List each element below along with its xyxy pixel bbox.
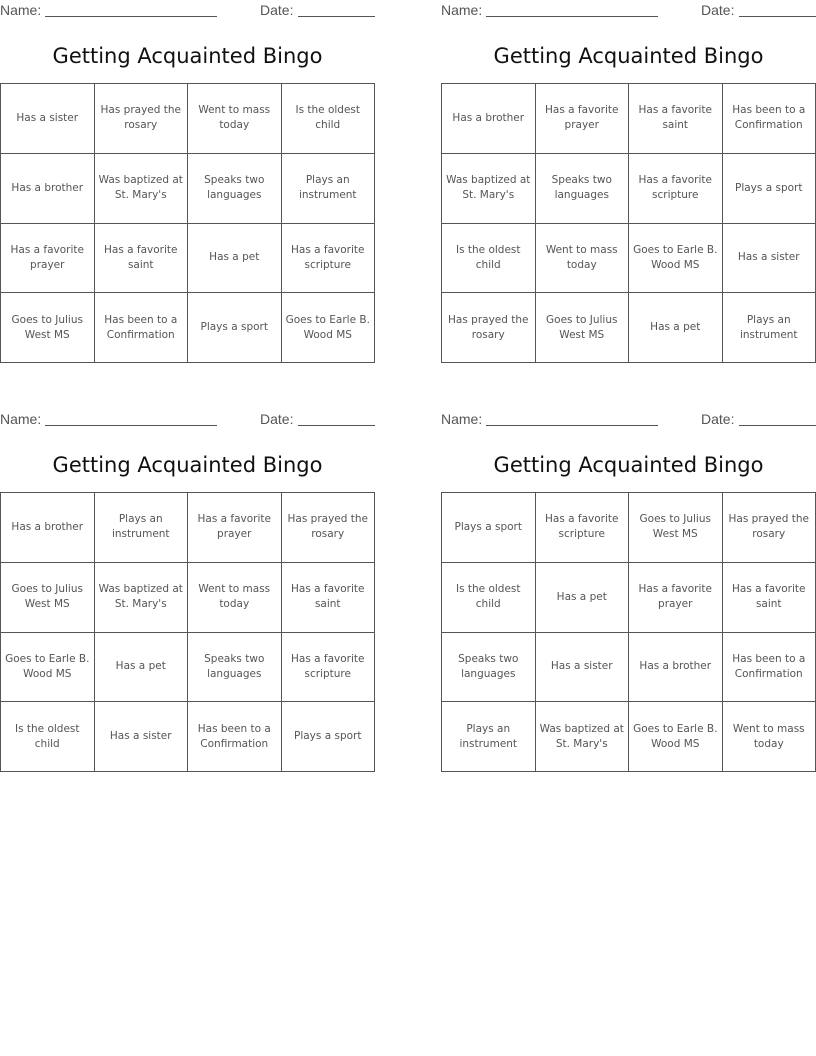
bingo-cell[interactable]: Has a pet: [188, 224, 282, 294]
bingo-cell[interactable]: Has a brother: [1, 493, 95, 563]
bingo-cell[interactable]: Went to mass today: [188, 563, 282, 633]
bingo-cell[interactable]: Was baptized at St. Mary's: [536, 702, 630, 772]
bingo-cell[interactable]: Plays an instrument: [723, 293, 816, 363]
date-blank-line[interactable]: [298, 16, 375, 17]
name-label: Name:: [441, 2, 483, 18]
bingo-cell[interactable]: Has a pet: [629, 293, 723, 363]
bingo-cell[interactable]: Goes to Earle B. Wood MS: [629, 224, 723, 294]
bingo-cell[interactable]: Has a pet: [536, 563, 630, 633]
date-blank-line[interactable]: [739, 16, 816, 17]
bingo-cell[interactable]: Has prayed the rosary: [442, 293, 536, 363]
bingo-cell[interactable]: Has a brother: [629, 633, 723, 703]
name-label: Name:: [441, 411, 483, 427]
bingo-cell[interactable]: Was baptized at St. Mary's: [95, 154, 189, 224]
name-blank-line[interactable]: [45, 425, 217, 426]
date-blank-line[interactable]: [298, 425, 375, 426]
bingo-cell[interactable]: Has a favorite prayer: [629, 563, 723, 633]
bingo-cell[interactable]: Has a favorite prayer: [536, 84, 630, 154]
bingo-cell[interactable]: Was baptized at St. Mary's: [95, 563, 189, 633]
bingo-cell[interactable]: Has been to a Confirmation: [188, 702, 282, 772]
bingo-cell[interactable]: Has prayed the rosary: [95, 84, 189, 154]
bingo-cell[interactable]: Speaks two languages: [188, 154, 282, 224]
bingo-cell[interactable]: Plays an instrument: [282, 154, 376, 224]
bingo-grid: [0, 83, 375, 363]
name-blank-line[interactable]: [486, 16, 658, 17]
bingo-card-3: [0, 409, 375, 750]
bingo-cell[interactable]: Has a favorite scripture: [282, 224, 376, 294]
bingo-cell[interactable]: Has a favorite scripture: [536, 493, 630, 563]
bingo-cell[interactable]: Has a sister: [723, 224, 816, 294]
bingo-cell[interactable]: Has a favorite saint: [95, 224, 189, 294]
bingo-cell[interactable]: Goes to Julius West MS: [1, 293, 95, 363]
bingo-cell[interactable]: Has a favorite saint: [723, 563, 816, 633]
bingo-card-2: [441, 0, 816, 341]
bingo-cell[interactable]: Has a favorite prayer: [188, 493, 282, 563]
bingo-cell[interactable]: Goes to Julius West MS: [1, 563, 95, 633]
name-blank-line[interactable]: [45, 16, 217, 17]
bingo-cell[interactable]: Has a pet: [95, 633, 189, 703]
bingo-cell[interactable]: Has been to a Confirmation: [723, 84, 816, 154]
bingo-cell[interactable]: Is the oldest child: [1, 702, 95, 772]
bingo-grid: [441, 492, 816, 772]
name-date-row: [441, 409, 816, 429]
bingo-cell[interactable]: Has a sister: [95, 702, 189, 772]
bingo-cell[interactable]: Has prayed the rosary: [723, 493, 816, 563]
bingo-cell[interactable]: Has a sister: [536, 633, 630, 703]
name-blank-line[interactable]: [486, 425, 658, 426]
date-blank-line[interactable]: [739, 425, 816, 426]
bingo-cell[interactable]: Is the oldest child: [442, 563, 536, 633]
bingo-cell[interactable]: Plays a sport: [188, 293, 282, 363]
bingo-card-1: [0, 0, 375, 341]
card-title: Getting Acquainted Bingo: [52, 453, 323, 477]
bingo-cell[interactable]: Is the oldest child: [442, 224, 536, 294]
bingo-cell[interactable]: Has a favorite prayer: [1, 224, 95, 294]
bingo-grid: [0, 492, 375, 772]
bingo-cell[interactable]: Speaks two languages: [536, 154, 630, 224]
bingo-cell[interactable]: Has a brother: [442, 84, 536, 154]
bingo-cell[interactable]: Went to mass today: [536, 224, 630, 294]
name-date-row: [0, 0, 375, 20]
bingo-cell[interactable]: Plays a sport: [723, 154, 816, 224]
name-label: Name:: [0, 2, 42, 18]
bingo-cell[interactable]: Goes to Julius West MS: [629, 493, 723, 563]
bingo-cell[interactable]: Has a favorite saint: [629, 84, 723, 154]
bingo-cell[interactable]: Speaks two languages: [442, 633, 536, 703]
bingo-cell[interactable]: Plays an instrument: [442, 702, 536, 772]
bingo-cell[interactable]: Has a favorite scripture: [282, 633, 376, 703]
name-date-row: [0, 409, 375, 429]
bingo-cell[interactable]: Went to mass today: [723, 702, 816, 772]
bingo-cell[interactable]: Goes to Earle B. Wood MS: [282, 293, 376, 363]
bingo-cell[interactable]: Plays a sport: [282, 702, 376, 772]
bingo-cell[interactable]: Plays a sport: [442, 493, 536, 563]
bingo-cell[interactable]: Speaks two languages: [188, 633, 282, 703]
date-label: Date:: [260, 2, 294, 18]
card-title: Getting Acquainted Bingo: [493, 453, 764, 477]
name-date-row: [441, 0, 816, 20]
bingo-cell[interactable]: Has a sister: [1, 84, 95, 154]
bingo-cell[interactable]: Has a brother: [1, 154, 95, 224]
bingo-grid: [441, 83, 816, 363]
bingo-cell[interactable]: Has been to a Confirmation: [95, 293, 189, 363]
date-label: Date:: [701, 411, 735, 427]
bingo-cell[interactable]: Plays an instrument: [95, 493, 189, 563]
bingo-cell[interactable]: Is the oldest child: [282, 84, 376, 154]
bingo-cell[interactable]: Goes to Earle B. Wood MS: [629, 702, 723, 772]
bingo-cell[interactable]: Has a favorite saint: [282, 563, 376, 633]
bingo-cell[interactable]: Goes to Julius West MS: [536, 293, 630, 363]
bingo-cell[interactable]: Has prayed the rosary: [282, 493, 376, 563]
bingo-cell[interactable]: Has been to a Confirmation: [723, 633, 816, 703]
bingo-card-4: [441, 409, 816, 750]
bingo-cell[interactable]: Goes to Earle B. Wood MS: [1, 633, 95, 703]
date-label: Date:: [701, 2, 735, 18]
date-label: Date:: [260, 411, 294, 427]
card-title: Getting Acquainted Bingo: [493, 44, 764, 68]
bingo-cell[interactable]: Has a favorite scripture: [629, 154, 723, 224]
bingo-cell[interactable]: Went to mass today: [188, 84, 282, 154]
card-title: Getting Acquainted Bingo: [52, 44, 323, 68]
bingo-cell[interactable]: Was baptized at St. Mary's: [442, 154, 536, 224]
name-label: Name:: [0, 411, 42, 427]
